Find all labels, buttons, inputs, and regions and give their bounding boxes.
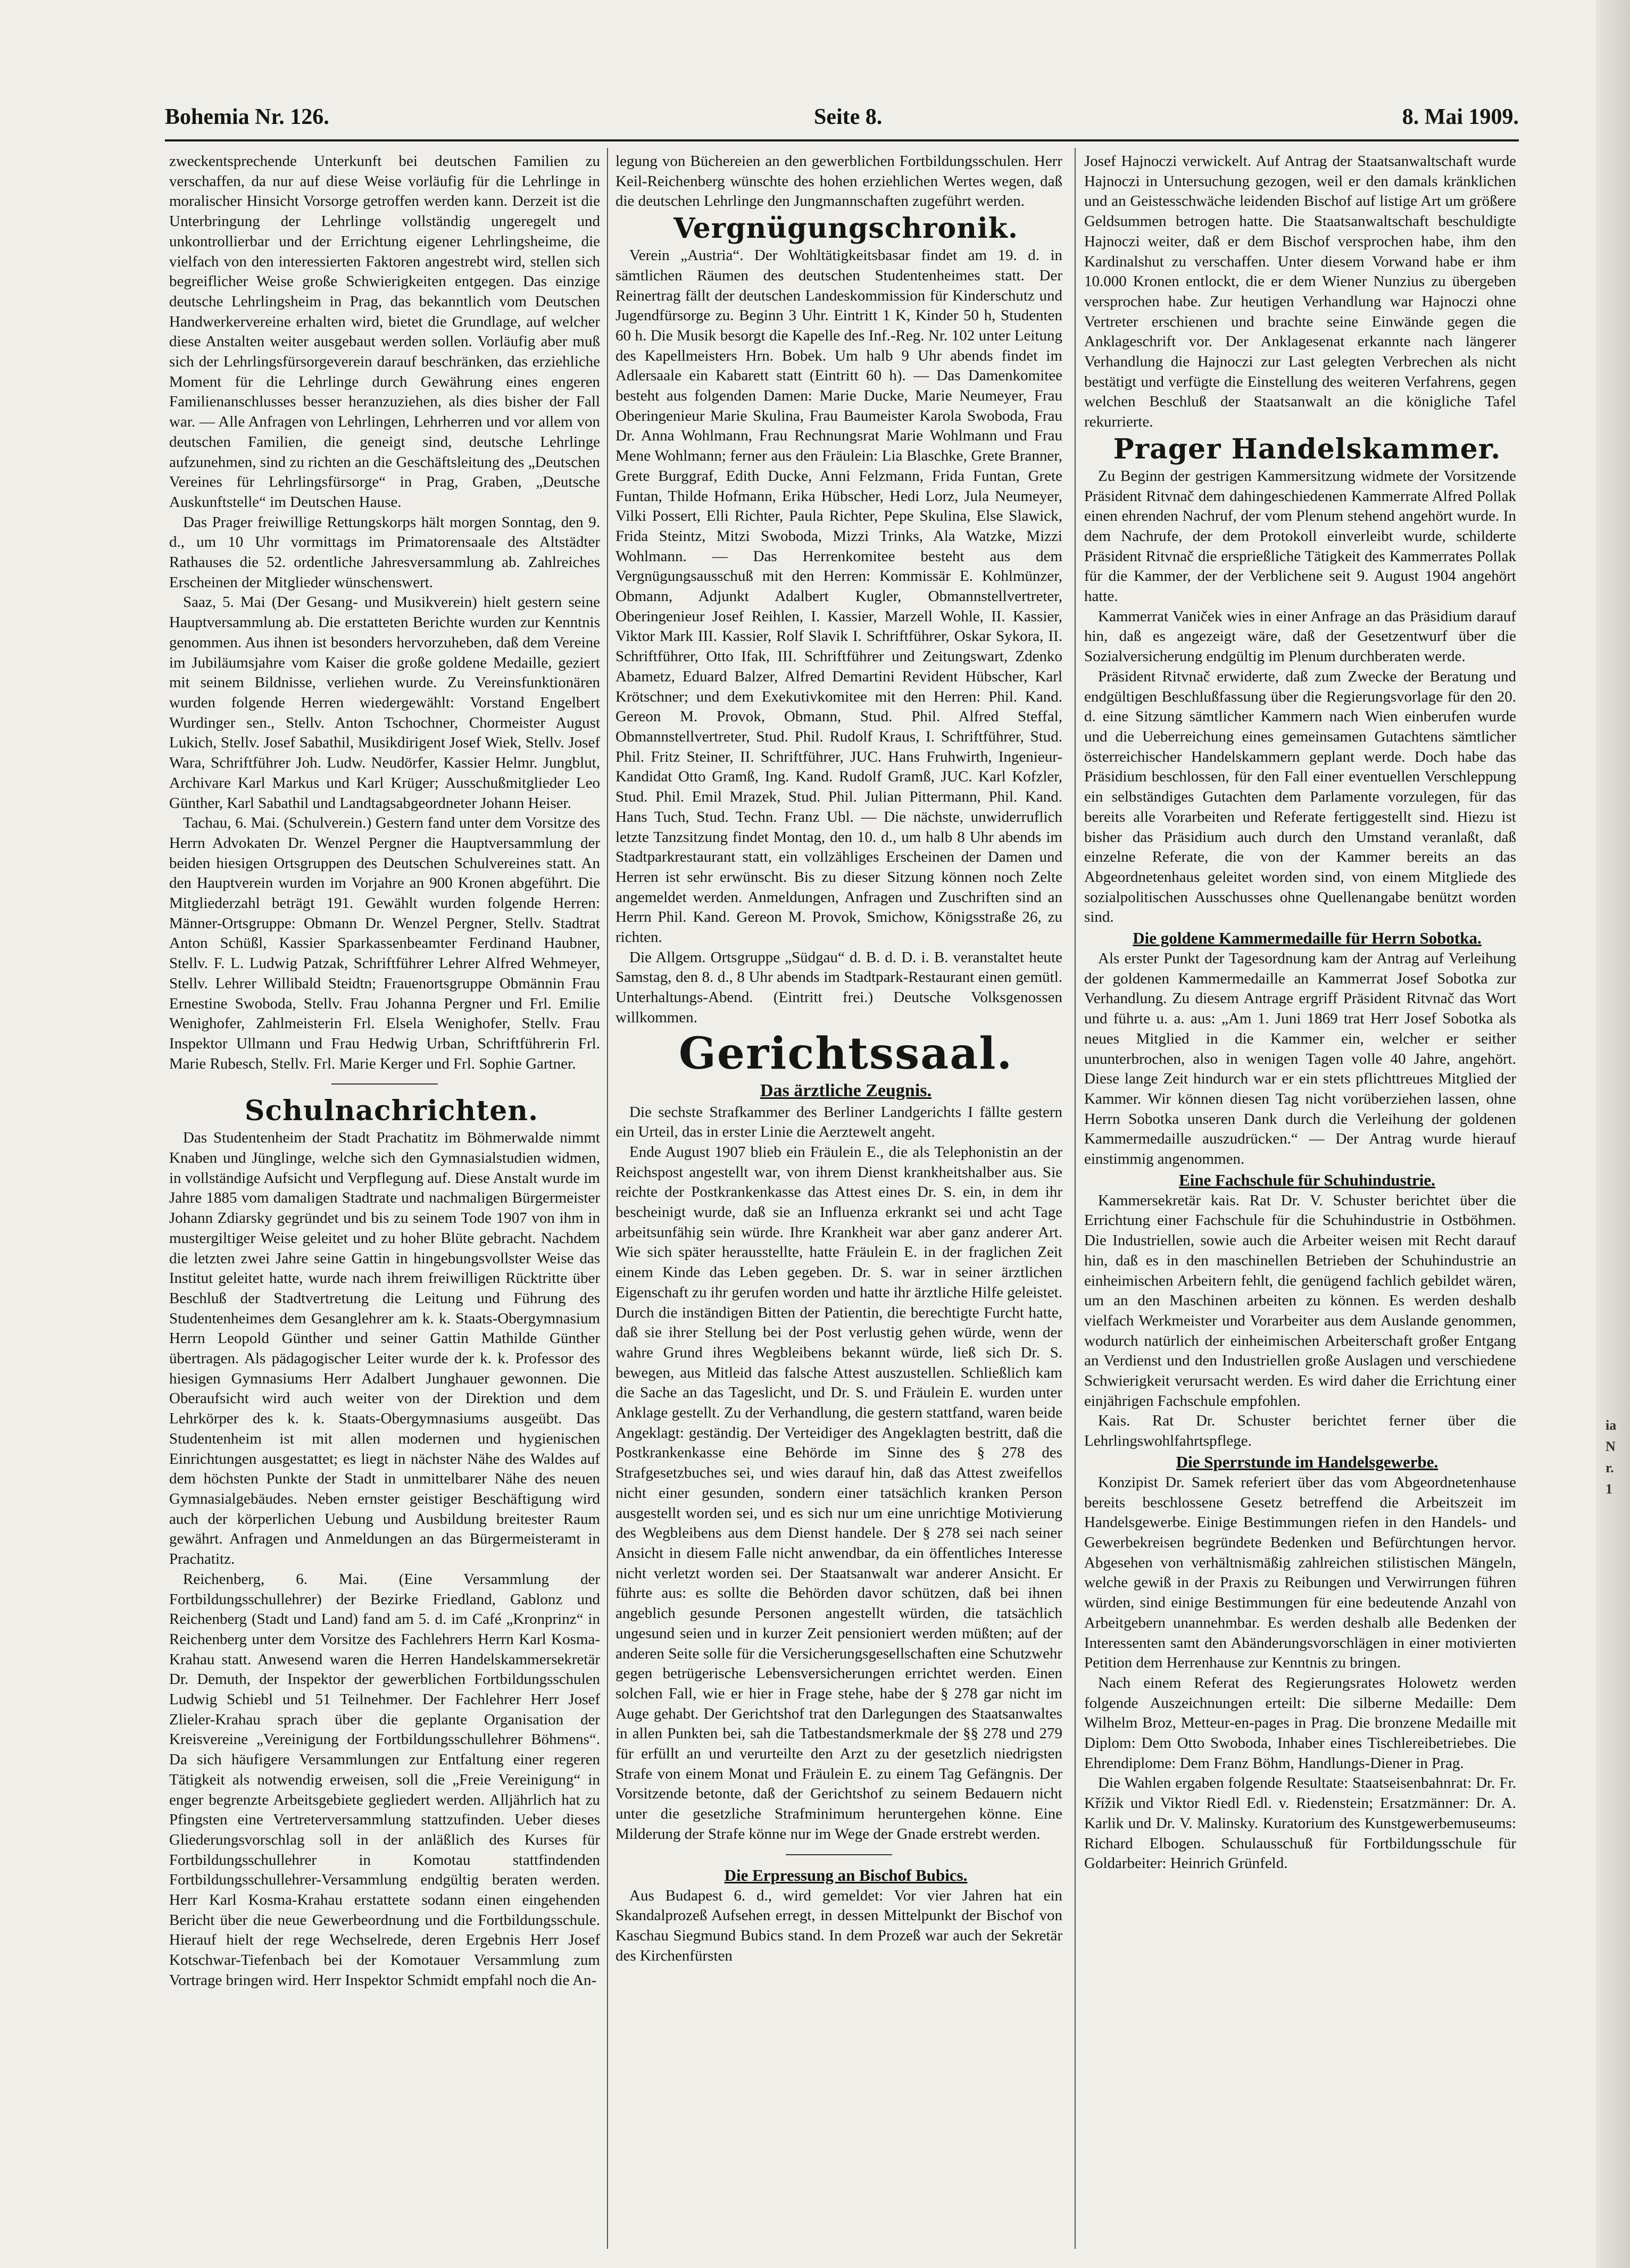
adjacent-page-edge (1596, 0, 1630, 2268)
header-rule (165, 139, 1519, 141)
article-headline: Die Erpressung an Bischof Bubics. (724, 1865, 968, 1885)
column-3 (1084, 152, 1516, 2253)
section-divider (786, 1854, 892, 1855)
article-text: Kammersekretär kais. Rat Dr. V. Schuster berichtet über die Errichtung einer Fachschule für die Schuhindustrie in Ostböhmen. Die Industriellen, sowie auch die Arbeiter weisen mit Recht darauf hin, daß es in den maschinellen Betrieben der Schuhindustrie an einheimischen Arbeitern fehlt, die genügend fachlich gebildet wären, um an den Maschinen arbeiten zu können. Es werden deshalb vielfach Werkmeister und Vorarbeiter aus dem Auslande genommen, wodurch natürlich der einheimischen Arbeiterschaft großer Entgang an Verdienst und den Industriellen große Auslagen und verschiedene Schwierigkeit verursacht werden. Es wird daher die Errichtung einer einjährigen Fachschule empfohlen. (1084, 1191, 1516, 1410)
issue-number: Bohemia Nr. 126. (165, 105, 329, 129)
article-text: Die Wahlen ergaben folgende Resultate: Staatseisenbahnrat: Dr. Fr. Křížik und Viktor Riedl Edl. v. Riedenstein; Ersatzmänner: Dr. A. Karlik und Dr. V. Malinsky. Kuratorium des Kunstgewerbemuseums: Richard Elbogen. Schulausschuß für Fortbildungsschule für Goldarbeiter: Heinrich Grünfeld. (1084, 1774, 1516, 1872)
article-text: Aus Budapest 6. d., wird gemeldet: Vor vier Jahren hat ein Skandalprozeß Aufsehen erregt, in dessen Mittelpunkt der Bischof von Kaschau Siegmund Bubics stand. In dem Prozeß war auch der Sekretär des Kirchenfürsten (616, 1887, 1062, 1964)
article-text: zweckentsprechende Unterkunft bei deutschen Familien zu verschaffen, da nur auf diese Weise vorläufig für die Lehrlinge in moralischer Hinsicht Vorsorge getroffen werden kann. Derzeit ist die Unterbringung der Lehrlinge vollständig ungeregelt und unkontrollierbar und der Errichtung eigener Lehrlingsheime, die vielfach von den interessierten Faktoren angestrebt wird, stellen sich begreiflicher Weise große Schwierigkeiten entgegen. Das einzige deutsche Lehrlingsheim in Prag, das bekanntlich vom Deutschen Handwerkervereine erhalten wird, bietet die Grundlage, auf welcher diese Anstalten weiter ausgebaut werden sollen. Vorläufig aber muß sich der Lehrlingsfürsorgeverein darauf beschränken, das erziehliche Moment für die Lehrlinge durch Gewährung eines engeren Familienanschlusses besser heranzuziehen, als dies bisher der Fall war. — Alle Anfragen von Lehrlingen, Lehrherren und vor allem von deutschen Familien, die geneigt sind, deutsche Lehrlinge aufzunehmen, sind zu richten an die Geschäftsleitung des „Deutschen Vereines für Lehrlingsfürsorge“ in Prag, Graben, „Deutsche Auskunftstelle“ im Deutschen Hause. (169, 153, 600, 511)
column-2 (616, 152, 1062, 2253)
article-text: Saaz, 5. Mai (Der Gesang- und Musikverein) hielt gestern seine Hauptversammlung ab. Die erstatteten Berichte wurden zur Kenntnis genommen. Aus ihnen ist besonders hervorzuheben, daß dem Vereine im Jubiläumsjahre vom Kaiser die große goldene Medaille, geziert mit seinem Bildnisse, verliehen wurde. Zu Vereinsfunktionären wurden folgende Herren wiedergewählt: Vorstand Engelbert Wurdinger sen., Stellv. Anton Tschochner, Chormeister August Lukich, Stellv. Josef Sabathil, Musikdirigent Josef Wiek, Stellv. Josef Wara, Schriftführer Joh. Ludw. Neudörfer, Kassier Helmr. Jungblut, Archivare Karl Markus und Karl Krüger; Ausschußmitglieder Leo Günther, Karl Sabathil und Landtagsabgeordneter Johann Heiser. (169, 594, 600, 812)
article-headline: Die goldene Kammermedaille für Herrn Sobotka. (1133, 929, 1482, 948)
article-text: Die sechste Strafkammer des Berliner Landgerichts I fällte gestern ein Urteil, das in erster Linie die Aerztewelt angeht. (616, 1103, 1062, 1141)
column-divider (607, 148, 608, 2249)
section-heading: Prager Handelskammer. (1113, 432, 1501, 465)
article-text: Kammerrat Vaniček wies in einer Anfrage an das Präsidium darauf hin, daß es angezeigt wäre, daß der Gesetzentwurf über die Sozialversicherung endgültig im Plenum durchberaten werde. (1084, 607, 1516, 665)
article-text: Die Allgem. Ortsgruppe „Südgau“ d. B. d. D. i. B. veranstaltet heute Samstag, den 8. d., 8 Uhr abends im Stadtpark-Restaurant einen gemütl. Unterhaltungs-Abend. (Eintritt frei.) Deutsche Volksgenossen willkommen. (616, 948, 1062, 1026)
article-headline: Das ärztliche Zeugnis. (760, 1080, 932, 1100)
article-text: Präsident Ritvnač erwiderte, daß zum Zwecke der Beratung und endgültigen Beschlußfassung über die Regierungsvorlage für den 20. d. eine Sitzung sämtlicher Kammern nach Wien einberufen wurde und die Ueberreichung eines gemeinsamen Gutachtens sämtlicher österreichischer Handelskammern geplant werde. Doch habe das Präsidium beschlossen, für den Fall einer eventuellen Verschleppung ein selbständiges Gutachten dem Parlamente vorzulegen, für das bereits alle Vorarbeiten und Referate fertiggestellt sind. Hiezu ist bisher das Präsidium auch durch den Umstand veranlaßt, daß einzelne Referate, die von der Kammer bereits an das Abgeordnetenhaus geleitet worden sind, von einem Mitgliede des sozialpolitischen Ausschusses ohne Quellenangabe benützt worden sind. (1084, 668, 1516, 926)
column-1 (169, 152, 600, 2253)
article-text: Verein „Austria“. Der Wohltätigkeitsbasar findet am 19. d. in sämtlichen Räumen des deutschen Studentenheimes statt. Der Reinertrag fällt der deutschen Landeskommission für Kinderschutz und Jugendfürsorge zu. Beginn 3 Uhr. Eintritt 1 K, Kinder 50 h, Studenten 60 h. Die Musik besorgt die Kapelle des Inf.-Reg. Nr. 102 unter Leitung des Kapellmeisters Hrn. Bobek. Um halb 9 Uhr abends findet im Adlersaale ein Kabarett statt (Eintritt 60 h). — Das Damenkomitee besteht aus folgenden Damen: Marie Ducke, Marie Neumeyer, Frau Oberingenieur Marie Skulina, Frau Baumeister Karola Swoboda, Frau Dr. Anna Wohlmann, Frau Rechnungsrat Marie Wohlmann und Frau Mene Wohlmann; ferner aus den Fräulein: Lia Blaschke, Grete Branner, Grete Burggraf, Edith Ducke, Anni Felzmann, Frida Funtan, Grete Funtan, Thilde Hofmann, Erika Hübscher, Hedi Lorz, Jula Neumeyer, Vilki Possert, Elli Richter, Paula Richter, Pepe Skulina, Else Slawick, Frida Steintz, Mitzi Swoboda, Mizzi Trinks, Ala Watzke, Mizzi Wohlmann. — Das Herrenkomitee besteht aus dem Vergnügungsausschuß mit den Herren: Kommissär E. Kohlmünzer, Obmann, Adjunkt Adalbert Kugler, Obmannstellvertreter, Oberingenieur Josef Reihlen, I. Kassier, Marzell Wohle, II. Kassier, Viktor Mark III. Kassier, Rolf Slavik I. Schriftführer, Oskar Sykora, II. Schriftführer, Otto Ifak, III. Schriftführer und Zeitungswart, Zdenko Abametz, Eduard Balzer, Alfred Demartini Revident Hübscher, Karl Krötschner; und dem Exekutivkomitee mit den Herren: Phil. Kand. Gereon M. Provok, Obmann, Stud. Phil. Alfred Steffal, Obmannstellvertreter, Stud. Phil. Rudolf Kraus, I. Schriftführer, Stud. Phil. Fritz Steiner, II. Schriftführer, JUC. Hans Fruhwirth, Ingenieur-Kandidat Otto Gramß, Ing. Kand. Rudolf Gramß, JUC. Karl Kofzler, Stud. Phil. Emil Mrazek, Stud. Phil. Julian Pittermann, Phil. Kand. Hans Tuch, Stud. Techn. Franz Ubl. — Die nächste, unwiderruflich letzte Tanzsitzung findet Montag, den 10. d., um halb 8 Uhr abends im Stadtparkrestaurant statt, ein vollzähliges Erscheinen der Damen und Herren ist sehr erwünscht. Bis zu dieser Sitzung können noch Zelte angemeldet werden. Anmeldungen, Anfragen und Zuschriften sind an Herrn Phil. Kand. Gereon M. Provok, Smichow, Königsstraße 26, zu richten. (616, 247, 1062, 946)
page-number: Seite 8. (814, 105, 883, 129)
section-heading: Schulnachrichten. (244, 1095, 539, 1128)
article-text: Als erster Punkt der Tagesordnung kam der Antrag auf Verleihung der goldenen Kammermedaille an Kammerrat Josef Sobotka zur Verhandlung. Zu diesem Antrage ergriff Präsident Ritvnač das Wort und führte u. a. aus: „Am 1. Juni 1869 trat Herr Josef Sobotka als neues Mitglied in die Kammer ein, welcher er seither ununterbrochen, also in wenigen Tagen volle 40 Jahre, angehört. Diese lange Zeit hindurch war er ein stets pflichttreues Mitglied der Kammer. Wir können diesen Tag nicht vorüberziehen lassen, ohne Herrn Sobotka unseren Dank durch die Verleihung der goldenen Kammermedaille auszudrücken.“ — Der Antrag wurde hierauf einstimmig angenommen. (1084, 950, 1516, 1168)
section-divider (331, 1083, 438, 1085)
article-text: Das Prager freiwillige Rettungskorps hält morgen Sonntag, den 9. d., um 10 Uhr vormittags im Primatorensaale des Altstädter Rathauses die 52. ordentliche Jahresversammlung ab. Zahlreiches Erscheinen der Mitglieder wünschenswert. (169, 513, 600, 591)
section-heading: Gerichtssaal. (678, 1028, 1013, 1079)
article-headline: Eine Fachschule für Schuhindustrie. (1179, 1170, 1435, 1189)
article-text: Nach einem Referat des Regierungsrates Holowetz werden folgende Auszeichnungen erteilt: Die silberne Medaille: Dem Wilhelm Broz, Metteur-en-pages in Prag. Die bronzene Medaille mit Diplom: Dem Otto Swoboda, Inhaber eines Tischlereibetriebes. Die Ehrendiplome: Dem Franz Böhm, Handlungs-Diener in Prag. (1084, 1674, 1516, 1772)
article-text: Ende August 1907 blieb ein Fräulein E., die als Telephonistin an der Reichspost angestellt war, von ihrem Dienst krankheitshalber aus. Sie reichte der Postkrankenkasse das Attest eines Dr. S. ein, in dem ihr bescheinigt wurde, daß sie an Influenza erkrankt sei und acht Tage arbeitsunfähig sein würde. Ihre Krankheit war aber ganz anderer Art. Wie sich später herausstellte, hatte Fräulein E. in der fraglichen Zeit einem Kinde das Leben gegeben. Dr. S. war in seiner ärztlichen Eigenschaft zu ihr gerufen worden und hatte ihr ärztliche Hilfe geleistet. Durch die inständigen Bitten der Patientin, die berechtigte Furcht hatte, daß sie ihrer Stellung bei der Post verlustig gehen würde, wenn der wahre Grund ihres Wegbleibens bekannt würde, ließ sich Dr. S. bewegen, aus Mitleid das falsche Attest auszustellen. Schließlich kam die Sache an das Tageslicht, und Dr. S. und Fräulein E. wurden unter Anklage gestellt. Zu der Verhandlung, die gestern stattfand, waren beide Angeklagt: geständig. Der Verteidiger des Angeklagten bestritt, daß die Postkrankenkasse eine Behörde im Sinne des § 278 des Strafgesetzbuches sei, und wies darauf hin, daß das Attest zweifellos nicht einer gesunden, sondern einer tatsächlich kranken Person ausgestellt worden sei, und es sich nur um eine unrichtige Motivierung des Wegbleibens aus dem Dienst handele. Der § 278 sei nach seiner Ansicht in diesem Falle nicht anwendbar, da ein öffentliches Interesse nicht verletzt worden sei. Der Staatsanwalt war anderer Ansicht. Er führte aus: es sollte die Behörden davor schützen, daß bei ihnen angeblich gesunde Personen angestellt würden, die tatsächlich ungesund seien und in kurzer Zeit pensioniert werden müßten; auf der anderen Seite solle für die Versicherungsgesellschaften eine Schutzwehr gegen betrügerische Lebensversicherungen errichtet werden. Einen solchen Fall, wie er hier in Frage stehe, habe der § 278 gar nicht im Auge gehabt. Der Gerichtshof trat den Darlegungen des Staatsanwaltes in allen Punkten bei, sah die Tatbestandsmerkmale der §§ 278 und 279 für erfüllt an und verurteilte den Arzt zu der gesetzlich niedrigsten Strafe von einem Monat und Fräulein E. zu einem Tag Gefängnis. Der Vorsitzende betonte, daß der Gerichtshof zu seinem Bedauern nicht unter die gesetzliche Strafminimum heruntergehen könne. Eine Milderung der Strafe könne nur im Wege der Gnade erstrebt werden. (616, 1143, 1062, 1842)
article-text: Kais. Rat Dr. Schuster berichtet ferner über die Lehrlingswohlfahrtspflege. (1084, 1412, 1516, 1450)
article-text: Zu Beginn der gestrigen Kammersitzung widmete der Vorsitzende Präsident Ritvnač dem dahingeschiedenen Kammerrate Alfred Pollak einen ehrenden Nachruf, der vom Plenum stehend angehört wurde. In dem Nachrufe, der dem Protokoll einverleibt wurde, schilderte Präsident Ritvnač die ersprießliche Tätigkeit des Kammerrates Pollak für die Kammer, der der Verblichene seit 9. August 1904 angehört hatte. (1084, 467, 1516, 605)
adjacent-page-text: ia Nr. 1 (1606, 1418, 1617, 1497)
page-header (165, 104, 1519, 136)
article-text: Tachau, 6. Mai. (Schulverein.) Gestern fand unter dem Vorsitze des Herrn Advokaten Dr. Wenzel Pergner die Hauptversammlung der beiden hiesigen Ortsgruppen des Deutschen Schulvereines statt. An den Hauptverein wurden im Vorjahre an 900 Kronen abgeführt. Die Mitgliederzahl beträgt 191. Gewählt wurden folgende Herren: Männer-Ortsgruppe: Obmann Dr. Wenzel Pergner, Stellv. Stadtrat Anton Schüßl, Kassier Sparkassenbeamter Ferdinand Haubner, Stellv. F. L. Ludwig Patzak, Schriftführer Lehrer Alfred Wehmeyer, Stellv. Lehrer Willibald Steidtn; Frauenortsgruppe Obmännin Frau Ernestine Swoboda, Stellv. Frau Johanna Pergner und Frl. Emilie Wenighofer, Zahlmeisterin Frl. Elsela Wenighofer, Stellv. Frau Inspektor Ullmann und Frau Hedwig Urban, Schriftführerin Frl. Marie Rubesch, Stellv. Frl. Marie Kerger und Frl. Sophie Gartner. (169, 814, 600, 1072)
article-headline: Die Sperrstunde im Handelsgewerbe. (1176, 1452, 1438, 1471)
article-text: Josef Hajnoczi verwickelt. Auf Antrag der Staatsanwaltschaft wurde Hajnoczi in Untersuchung gezogen, weil er den damals kränklichen und an Geistesschwäche leidenden Bischof auf listige Art um größere Geldsummen betrogen hatte. Die Staatsanwaltschaft beschuldigte Hajnoczi weiter, daß er dem Bischof versprochen habe, ihm den Kardinalshut zu verschaffen. Unter diesem Vorwand habe er ihm 10.000 Kronen entlockt, die er dem Wiener Nunzius zu übergeben versprochen habe. Zur heutigen Verhandlung war Hajnoczi ohne Vertreter erschienen und brachte seine Einwände gegen die Anklageschrift vor. Der Anklagesenat erkannte nach längerer Verhandlung die Hajnoczi zur Last gelegten Verbrechen als nicht bestätigt und verfügte die Einstellung des weiteren Verfahrens, gegen welchen Beschluß der Staatsanwalt an die königliche Tafel rekurrierte. (1084, 153, 1516, 431)
section-heading: Vergnügungschronik. (673, 212, 1018, 245)
article-text: legung von Büchereien an den gewerblichen Fortbildungsschulen. Herr Keil-Reichenberg wünschte des hohen erziehlichen Wertes wegen, daß die deutschen Lehrlinge den Jungmannschaften zugeführt werden. (616, 153, 1062, 210)
article-text: Das Studentenheim der Stadt Prachatitz im Böhmerwalde nimmt Knaben und Jünglinge, welche sich den Gymnasialstudien widmen, in vollständige Aufsicht und Verpflegung auf. Diese Anstalt wurde im Jahre 1885 vom damaligen Stadtrate und nachmaligen Bürgermeister Johann Zdiarsky gegründet und bis zu seinem Tode 1907 von ihm in mustergiltiger Weise geleitet und zu hoher Blüte gebracht. Nachdem die letzten zwei Jahre seine Gattin in hingebungsvollster Weise das Institut geleitet hatte, wurde nach ihrem freiwilligen Rücktritte über Beschluß der Stadtvertretung die Leitung und Führung des Studentenheimes dem Gesanglehrer am k. k. Staats-Obergymnasium Herrn Leopold Günther und seiner Gattin Mathilde Günther übertragen. Als pädagogischer Leiter wurde der k. k. Professor des hiesigen Gymnasiums Herr Adalbert Junghauer gewonnen. Die Oberaufsicht wird auch weiter von der Direktion und dem Lehrkörper des k. k. Staats-Obergymnasiums ausgeübt. Das Studentenheim ist mit allen modernen und hygienischen Einrichtungen ausgestattet; es liegt in nächster Nähe des Waldes auf dem höchsten Punkte der Stadt in unmittelbarer Nähe des neuen Gymnasialgebäudes. Neben ernster geistiger Beschäftigung wird auch der körperlichen Uebung und Ausbildung breitester Raum gewährt. Anfragen und Anmeldungen an das Bürgermeisteramt in Prachatitz. (169, 1129, 600, 1568)
column-divider (1075, 148, 1076, 2249)
article-text: Konzipist Dr. Samek referiert über das vom Abgeordnetenhause bereits beschlossene Gesetz betreffend die Arbeitszeit im Handelsgewerbe. Einige Bestimmungen riefen in den Handels- und Gewerbekreisen begründete Bedenken und Befürchtungen hervor. Abgesehen von verhältnismäßig zahlreichen stilistischen Mängeln, welche gewiß in der Praxis zu Reibungen und Verwirrungen führen würden, sind einige Bestimmungen für eine bedeutende Anzahl von Arbeitgebern unannehmbar. Es werden deshalb alle Bedenken der Interessenten samt den Abänderungsvorschlägen in einer motivierten Petition dem Herrenhause zur Kenntnis zu bringen. (1084, 1473, 1516, 1672)
issue-date: 8. Mai 1909. (1402, 105, 1519, 129)
article-text: Reichenberg, 6. Mai. (Eine Versammlung der Fortbildungsschullehrer) der Bezirke Friedland, Gablonz und Reichenberg (Stadt und Land) fand am 5. d. im Café „Kronprinz“ in Reichenberg unter dem Vorsitze des Fachlehrers Herrn Karl Kosma-Krahau statt. Anwesend waren die Herren Handelskammersekretär Dr. Demuth, der Inspektor der gewerblichen Fortbildungsschulen Ludwig Schiebl und 51 Teilnehmer. Der Fachlehrer Herr Josef Zlieler-Krahau sprach über die geplante Organisation der Kreisvereine „Vereinigung der Fortbildungsschullehrer Böhmens“. Da sich häufigere Versammlungen zur Entfaltung einer regeren Tätigkeit als notwendig erweisen, soll die „Freie Vereinigung“ in enger begrenzte Arbeitsgebiete gegliedert werden. Alljährlich hat zu Pfingsten eine Vertreterversammlung stattzufinden. Ueber dieses Gliederungsvorschlag soll in der anläßlich des Kurses für Fortbildungsschullehrer in Komotau stattfindenden Fortbildungsschullehrer-Versammlung endgültig beraten werden. Herr Karl Kosma-Krahau erstattete sodann einen eingehenden Bericht über die neue Gewerbeordnung und die Fortbildungsschule. Hierauf hielt der rege Wechselrede, deren Ergebnis Herr Josef Kotschwar-Tiefenbach bei der Komotauer Versammlung zum Vortrage bringen wird. Herr Inspektor Schmidt empfahl noch die An- (169, 1570, 600, 1989)
